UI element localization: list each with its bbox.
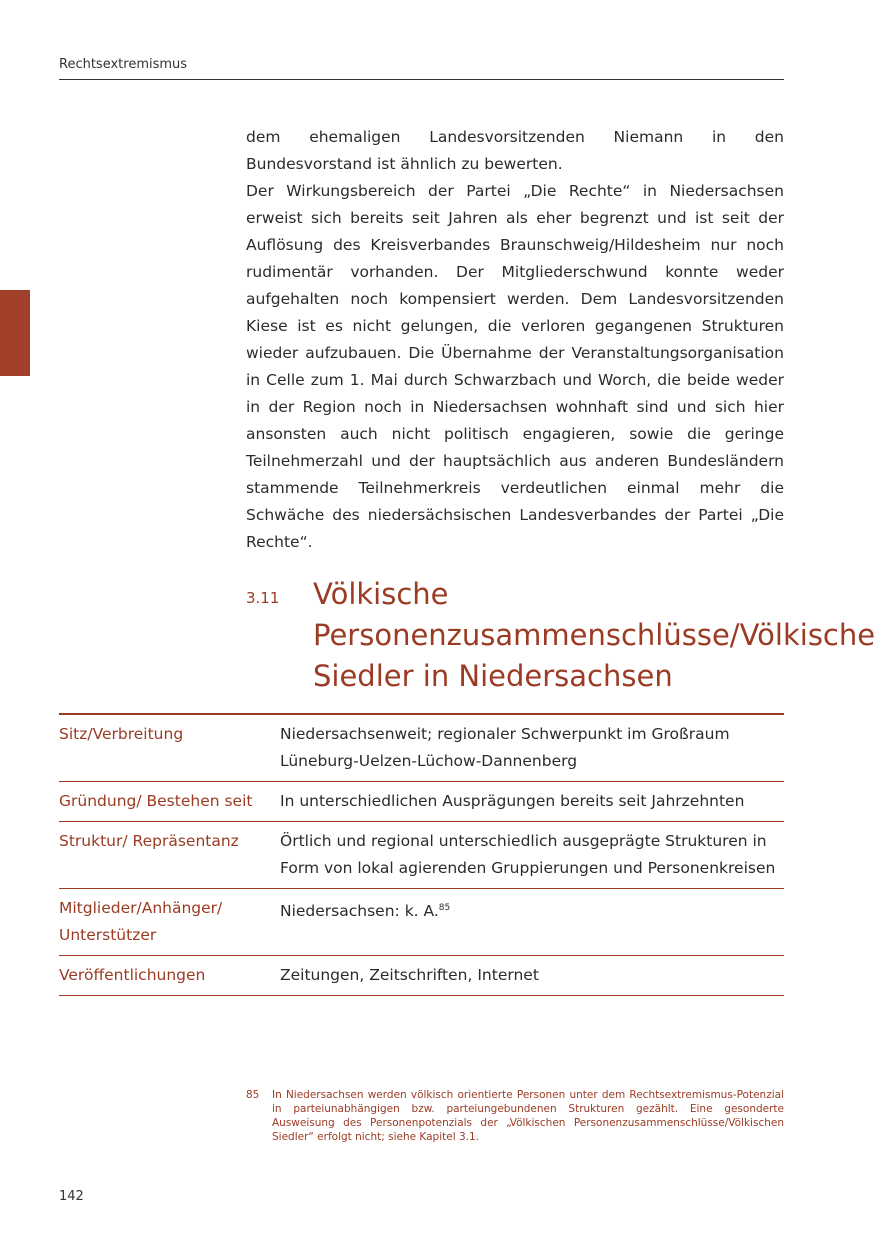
facts-value: Zeitungen, Zeitschriften, Internet — [280, 966, 539, 984]
facts-label: Mitglieder/Anhänger/ Unterstützer — [59, 899, 223, 944]
facts-row — [59, 822, 784, 889]
facts-label: Gründung/ Bestehen seit — [59, 792, 253, 810]
facts-value-text: Niedersachsen: k. A. — [280, 902, 439, 920]
body-text — [246, 124, 784, 556]
facts-value: Niedersachsenweit; regionaler Schwerpunkt im Großraum Lüneburg-Uelzen-Lüchow-Dannenberg — [280, 725, 730, 770]
page-number: 142 — [59, 1189, 84, 1204]
footnote — [246, 1088, 784, 1144]
facts-label: Struktur/ Repräsentanz — [59, 832, 239, 850]
header-divider — [59, 79, 784, 80]
facts-row — [59, 782, 784, 822]
facts-row — [59, 715, 784, 782]
facts-value: Örtlich und regional unterschiedlich ausgeprägte Strukturen in Form von lokal agierenden Gruppierungen und Personenkreisen — [280, 832, 776, 877]
running-head: Rechtsextremismus — [59, 57, 188, 72]
facts-label: Veröffentlichungen — [59, 966, 206, 984]
facts-value: In unterschiedlichen Ausprägungen bereits seit Jahrzehnten — [280, 792, 745, 810]
facts-label: Sitz/Verbreitung — [59, 725, 184, 743]
facts-table — [59, 713, 784, 996]
facts-row — [59, 889, 784, 956]
chapter-tab-marker — [0, 290, 30, 376]
footnote-reference[interactable]: 85 — [438, 903, 451, 913]
footnote-number: 85 — [246, 1089, 260, 1101]
facts-value — [280, 895, 784, 949]
body-paragraph: Der Wirkungsbereich der Partei „Die Rechte“ in Niedersachsen erweist sich bereits seit Jahren als eher begrenzt und ist seit der Auflösung des Kreisverbandes Braunschweig/Hildesheim nur noch rudimentär vorhanden. Der Mitgliederschwund konnte weder aufgehalten noch kompensiert werden. Dem Landesvorsitzenden Kiese ist es nicht gelungen, die verloren gegangenen Strukturen wieder aufzubauen. Die Übernahme der Veranstaltungsorganisation in Celle zum 1. Mai durch Schwarzbach und Worch, die beide weder in der Region noch in Niedersachsen wohnhaft sind und sich hier ansonsten auch nicht politisch engagieren, sowie die geringe Teilnehmerzahl und der hauptsächlich aus anderen Bundesländern stammende Teilnehmerkreis verdeutlichen einmal mehr die Schwäche des niedersächsischen Landesverbandes der Partei „Die Rechte“. — [246, 182, 784, 551]
footnote-text: In Niedersachsen werden völkisch orientierte Personen unter dem Rechtsextremismus-Potenzial in parteiunabhängigen bzw. parteiungebundenen Strukturen gezählt. Eine gesonderte Ausweisung des Personenpotenzials der „Völkischen Personenzusammenschlüsse/Völkischen Siedler“ erfolgt nicht; siehe Kapitel 3.1. — [272, 1089, 784, 1143]
section-number: 3.11 — [246, 589, 280, 607]
body-paragraph: dem ehemaligen Landesvorsitzenden Niemann in den Bundesvorstand ist ähnlich zu bewerten. — [246, 128, 784, 173]
section-title: Völkische Personenzusammenschlüsse/Völkische Siedler in Niedersachsen — [313, 577, 875, 693]
facts-row — [59, 956, 784, 996]
